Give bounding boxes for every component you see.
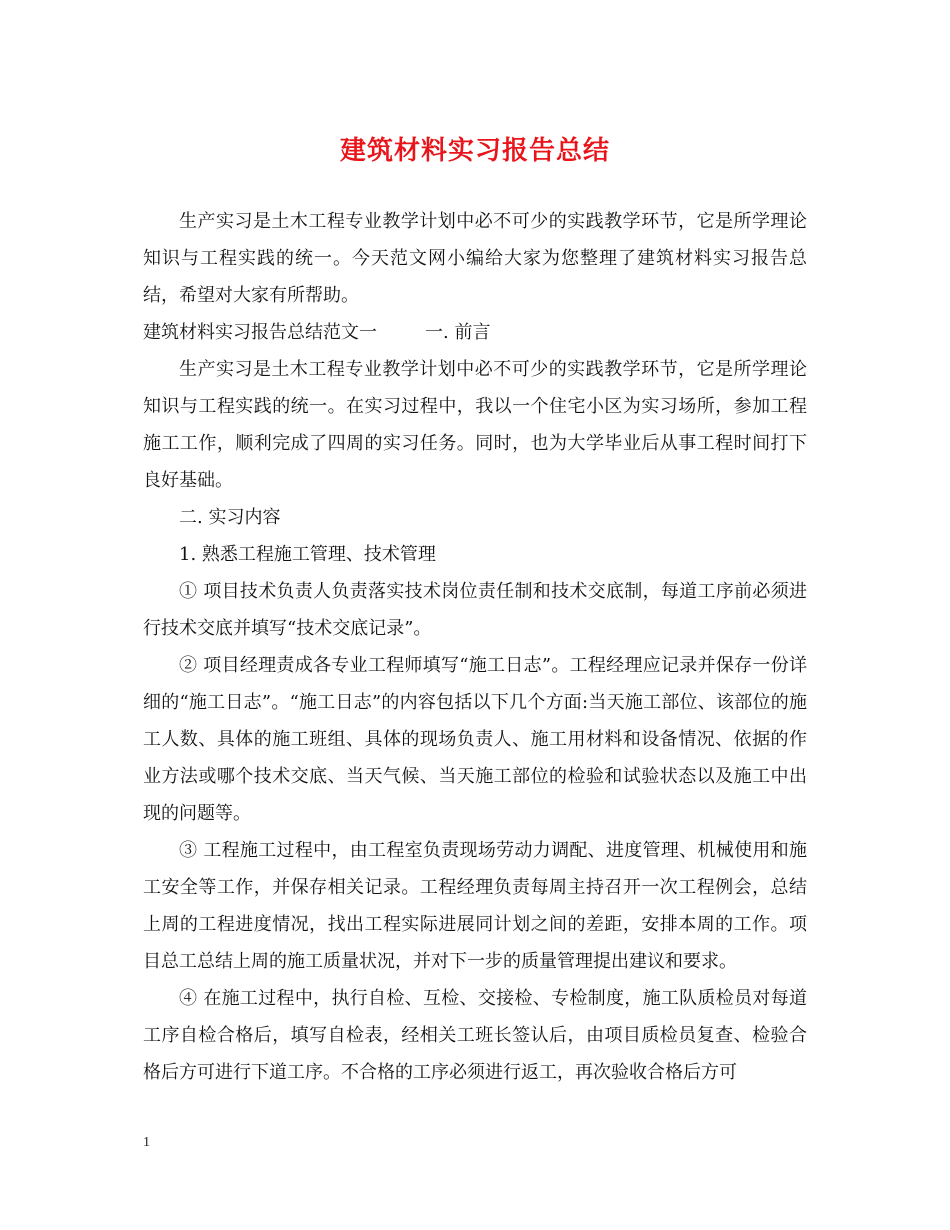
sample-label: 建筑材料实习报告总结范文一 (143, 322, 377, 343)
preface-paragraph: 生产实习是土木工程专业教学计划中必不可少的实践教学环节，它是所学理论知识与工程实践的统一。在实习过程中，我以一个住宅小区为实习场所，参加工程施工工作，顺利完成了四周的实习任务。同时，也为大学毕业后从事工程时间打下良好基础。 (143, 359, 807, 491)
list-item-3: ③ 工程施工过程中，由工程室负责现场劳动力调配、进度管理、机械使用和施工安全等工作，并保存相关记录。工程经理负责每周主持召开一次工程例会，总结上周的工程进度情况，找出工程实际进展同计划之间的差距，安排本周的工作。项目总工总结上周的施工质量状况，并对下一步的质量管理提出建议和要求。 (143, 840, 807, 972)
page-number: 1 (143, 1135, 150, 1150)
document-body (143, 203, 807, 1091)
preface-heading: 一. 前言 (425, 322, 491, 343)
list-item-4: ④ 在施工过程中，执行自检、互检、交接检、专检制度，施工队质检员对每道工序自检合格后，填写自检表，经相关工班长签认后，由项目质检员复查、检验合格后方可进行下道工序。不合格的工序必须进行返工，再次验收合格后方可 (143, 988, 807, 1083)
document-title: 建筑材料实习报告总结 (339, 136, 610, 166)
intro-paragraph: 生产实习是土木工程专业教学计划中必不可少的实践教学环节，它是所学理论知识与工程实践的统一。今天范文网小编给大家为您整理了建筑材料实习报告总结，希望对大家有所帮助。 (143, 211, 807, 306)
content-heading: 二. 实习内容 (179, 507, 281, 528)
list-item-1: ① 项目技术负责人负责落实技术岗位责任制和技术交底制，每道工序前必须进行技术交底并填写“技术交底记录”。 (143, 581, 807, 639)
list-item-2: ② 项目经理责成各专业工程师填写“施工日志”。工程经理应记录并保存一份详细的“施工日志”。“施工日志”的内容包括以下几个方面:当天施工部位、该部位的施工人数、具体的施工班组、具体的现场负责人、施工用材料和设备情况、依据的作业方法或哪个技术交底、当天气候、当天施工部位的检验和试验状态以及施工中出现的问题等。 (143, 655, 807, 824)
sub-heading-1: 1. 熟悉工程施工管理、技术管理 (179, 544, 436, 565)
sample-heading-line (143, 314, 807, 351)
